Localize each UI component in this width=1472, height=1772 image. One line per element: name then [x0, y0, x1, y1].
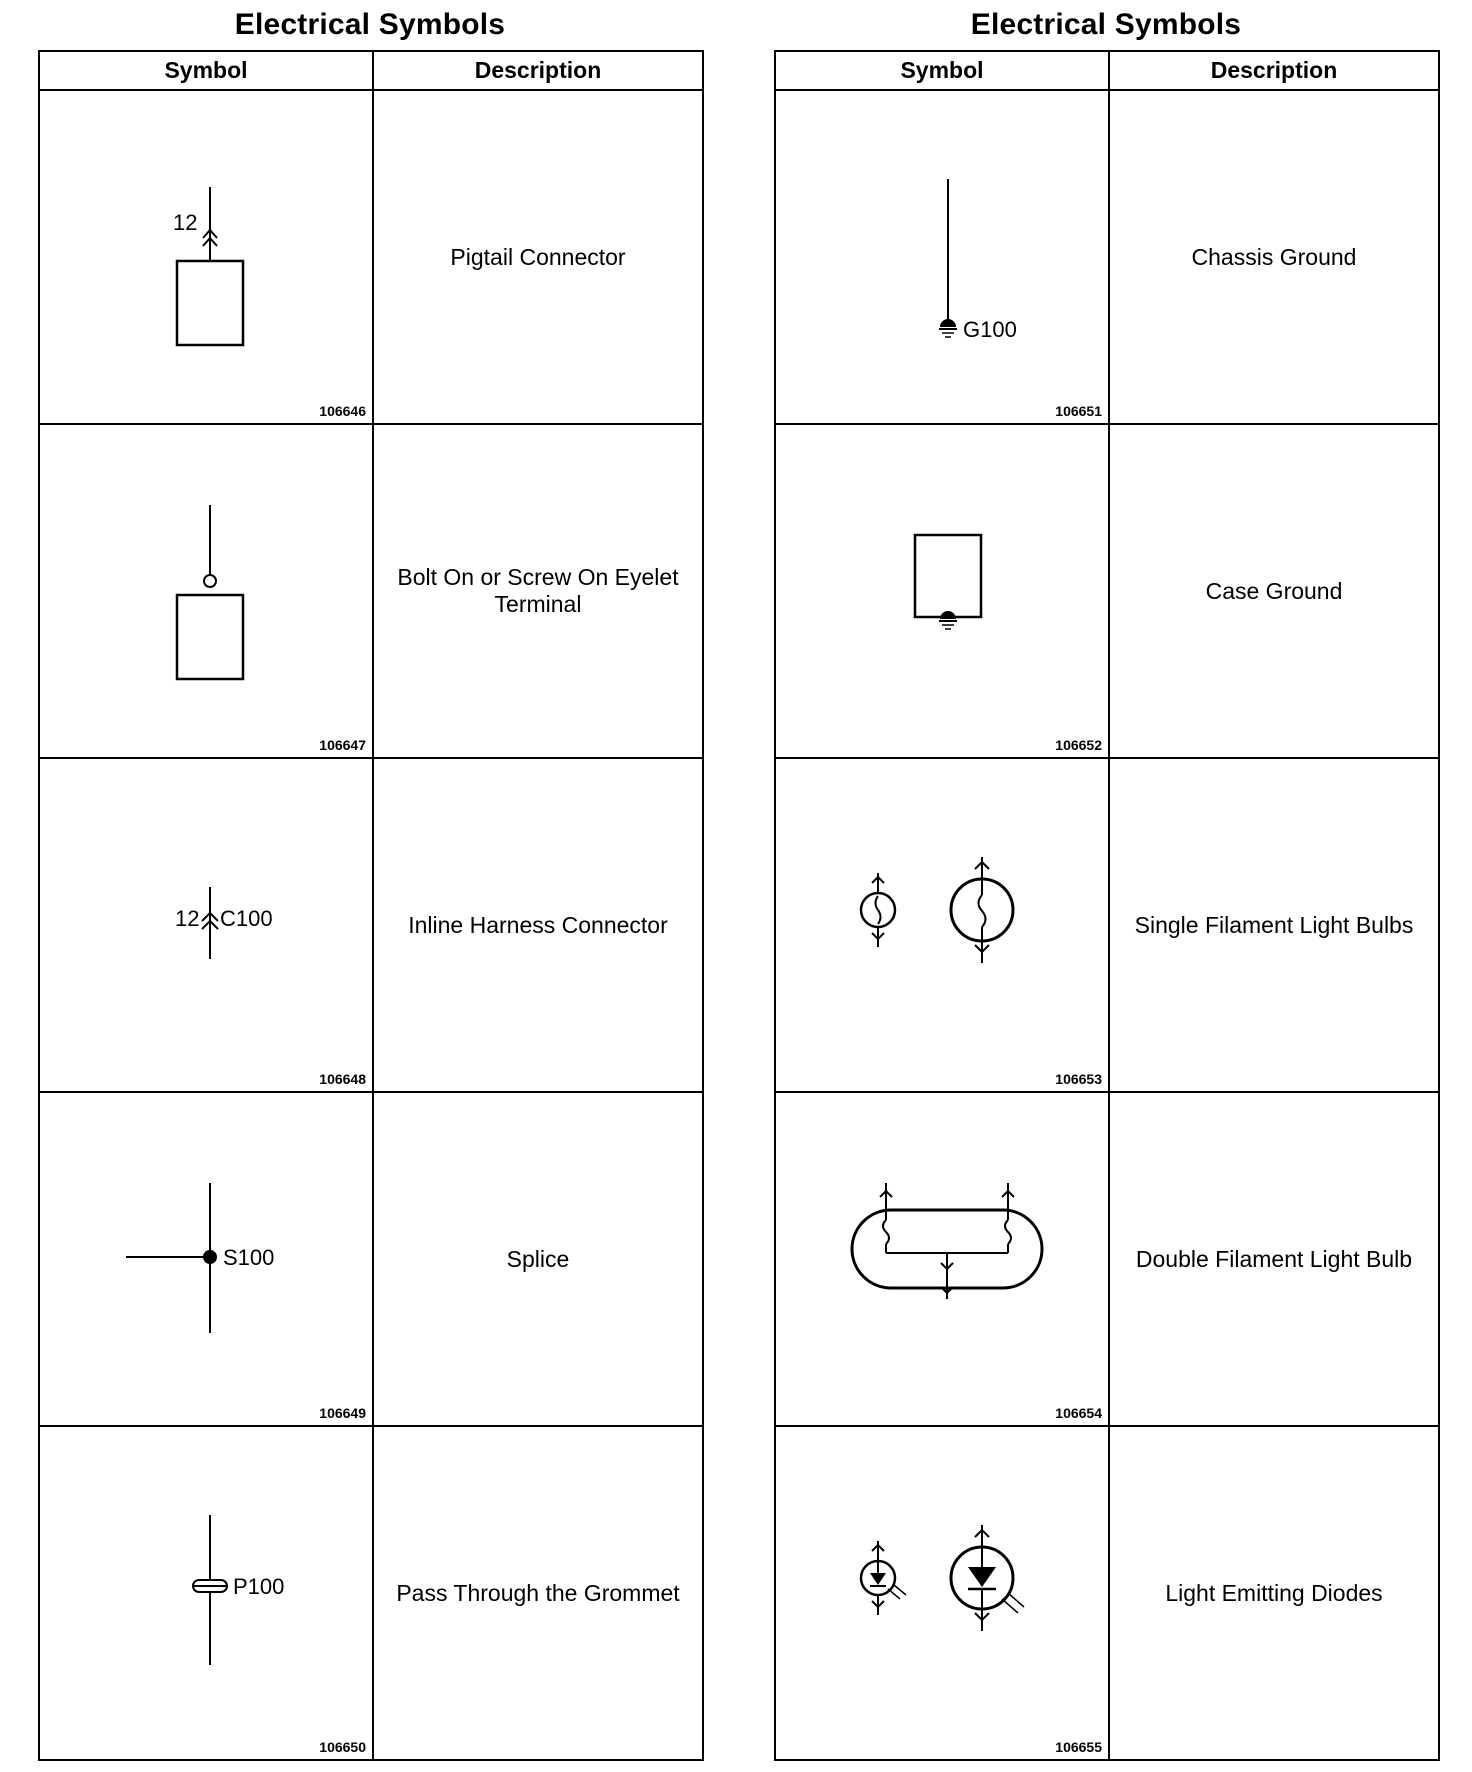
right-panel-title: Electrical Symbols	[970, 8, 1242, 41]
symbol-cell	[775, 424, 1109, 758]
column-header-symbol: Symbol	[775, 51, 1109, 90]
description-text: Pigtail Connector	[450, 243, 626, 270]
table-row	[39, 90, 703, 424]
figure-reference: 106646	[319, 403, 366, 419]
description-cell	[373, 1092, 703, 1426]
symbol-cell	[775, 1426, 1109, 1760]
table-row	[775, 758, 1439, 1092]
description-cell	[1109, 758, 1439, 1092]
grommet-id-label: P100	[233, 1574, 285, 1599]
table-row	[775, 424, 1439, 758]
ground-id-label: G100	[963, 317, 1017, 342]
led-symbol	[776, 1427, 1110, 1759]
description-text: Single Filament Light Bulbs	[1134, 911, 1414, 938]
symbol-cell	[775, 90, 1109, 424]
figure-reference: 106648	[319, 1071, 366, 1087]
grommet-symbol	[40, 1427, 374, 1759]
connector-id-label: C100	[220, 906, 273, 931]
figure-reference: 106654	[1055, 1405, 1102, 1421]
table-row	[775, 90, 1439, 424]
symbol-cell	[39, 758, 373, 1092]
table-row	[39, 1092, 703, 1426]
figure-reference: 106652	[1055, 737, 1102, 753]
column-header-symbol: Symbol	[39, 51, 373, 90]
pigtail-connector-symbol	[40, 91, 374, 423]
description-cell	[1109, 1092, 1439, 1426]
description-cell	[373, 758, 703, 1092]
wire-number-label: 12	[175, 906, 200, 931]
description-cell	[373, 90, 703, 424]
column-header-description: Description	[1109, 51, 1439, 90]
symbol-cell	[39, 1426, 373, 1760]
figure-reference: 106655	[1055, 1739, 1102, 1755]
table-header-row	[39, 51, 703, 90]
eyelet-terminal-symbol	[40, 425, 374, 757]
symbol-cell	[775, 758, 1109, 1092]
case-ground-symbol	[776, 425, 1110, 757]
description-text: Double Filament Light Bulb	[1135, 1245, 1413, 1272]
splice-symbol	[40, 1093, 374, 1425]
figure-reference: 106653	[1055, 1071, 1102, 1087]
column-header-description: Description	[373, 51, 703, 90]
wire-number-label: 12	[173, 210, 198, 235]
table-row	[775, 1426, 1439, 1760]
right-symbol-table	[774, 50, 1440, 1761]
table-row	[39, 1426, 703, 1760]
description-text: Light Emitting Diodes	[1165, 1579, 1383, 1606]
description-cell	[373, 424, 703, 758]
description-text: Pass Through the Grommet	[396, 1579, 680, 1606]
symbol-cell	[39, 1092, 373, 1426]
description-text: Case Ground	[1205, 577, 1343, 604]
left-symbol-table	[38, 50, 704, 1761]
description-cell	[1109, 1426, 1439, 1760]
table-row	[775, 1092, 1439, 1426]
description-cell	[373, 1426, 703, 1760]
inline-harness-connector-symbol	[40, 759, 374, 1091]
chassis-ground-symbol	[776, 91, 1110, 423]
symbol-cell	[775, 1092, 1109, 1426]
description-text: Chassis Ground	[1191, 243, 1357, 270]
symbol-cell	[39, 90, 373, 424]
double-filament-bulb-symbol	[776, 1093, 1110, 1425]
splice-id-label: S100	[223, 1245, 275, 1270]
description-text: Splice	[506, 1245, 570, 1272]
description-text: Inline Harness Connector	[408, 911, 668, 938]
figure-reference: 106651	[1055, 403, 1102, 419]
table-header-row	[775, 51, 1439, 90]
left-panel-title: Electrical Symbols	[234, 8, 506, 41]
single-filament-bulbs-symbol	[776, 759, 1110, 1091]
description-cell	[1109, 424, 1439, 758]
figure-reference: 106647	[319, 737, 366, 753]
figure-reference: 106650	[319, 1739, 366, 1755]
figure-reference: 106649	[319, 1405, 366, 1421]
table-row	[39, 758, 703, 1092]
symbol-cell	[39, 424, 373, 758]
table-row	[39, 424, 703, 758]
description-cell	[1109, 90, 1439, 424]
description-text: Bolt On or Screw On Eyelet Terminal	[397, 564, 679, 617]
